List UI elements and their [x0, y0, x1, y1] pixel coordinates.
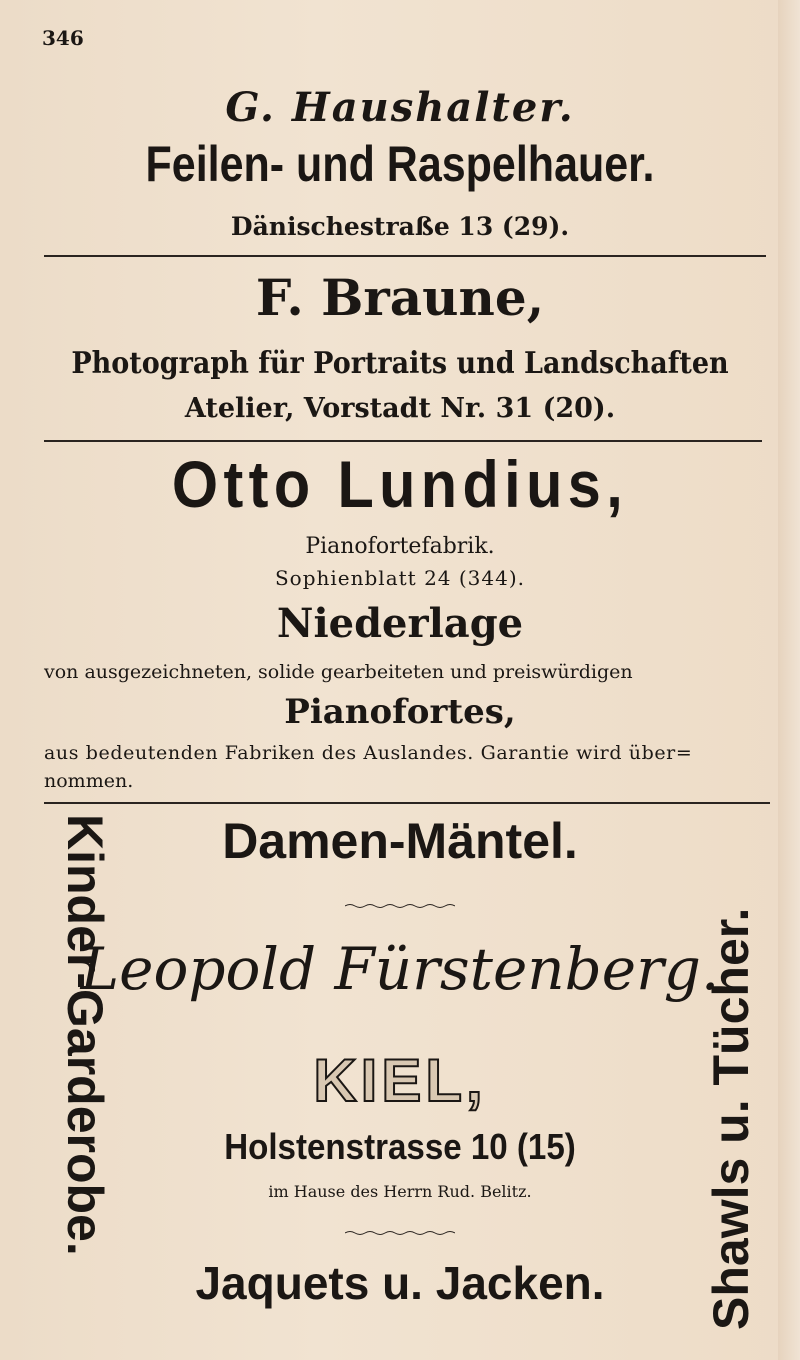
- divider-3: [44, 802, 770, 804]
- ad3-trade: Pianofortefabrik.: [305, 534, 495, 559]
- ad2-address: Atelier, Vorstadt Nr. 31 (20).: [184, 393, 616, 424]
- ornament-1: [345, 903, 455, 909]
- ad4-top: Damen-Mäntel.: [222, 813, 578, 869]
- divider-2: [44, 440, 762, 442]
- ad3-address: Sophienblatt 24 (344).: [274, 566, 526, 590]
- ad3-name: Otto Lundius,: [171, 447, 629, 521]
- left-vertical-text: Kinder-Garderobe.: [57, 814, 113, 1256]
- ad3-line1: von ausgezeichneten, solide gearbeiteten und preiswürdigen: [44, 661, 633, 683]
- page-number: 346: [42, 26, 84, 50]
- ad4-note: im Hause des Herrn Rud. Belitz.: [268, 1182, 532, 1201]
- ad3-line3: nommen.: [44, 770, 134, 792]
- ad3-line2: aus bedeutenden Fabriken des Auslandes. Garantie wird über=: [44, 742, 693, 764]
- ornament-2: [345, 1230, 455, 1236]
- ad3-heading: Niederlage: [276, 600, 524, 647]
- ad2-trade: Photograph für Portraits und Landschaften: [71, 346, 729, 381]
- ad4-bottom: Jaquets u. Jacken.: [195, 1257, 605, 1309]
- ad1-address: Dänischestraße 13 (29).: [230, 212, 570, 241]
- page-edge: [778, 0, 800, 1360]
- ad4-name: Leopold Fürstenberg.: [80, 935, 720, 1003]
- ad1-trade: Feilen- und Raspelhauer.: [145, 136, 655, 192]
- right-vertical-text: Shawls u. Tücher.: [703, 907, 759, 1330]
- ad2-name: F. Braune,: [255, 268, 545, 327]
- ad1-name: G. Haushalter.: [225, 84, 575, 131]
- ad4-address: Holstenstrasse 10 (15): [224, 1126, 576, 1167]
- ad3-item: Pianofortes,: [284, 692, 516, 732]
- divider-1: [44, 255, 766, 257]
- ad4-city: KIEL,: [313, 1047, 487, 1114]
